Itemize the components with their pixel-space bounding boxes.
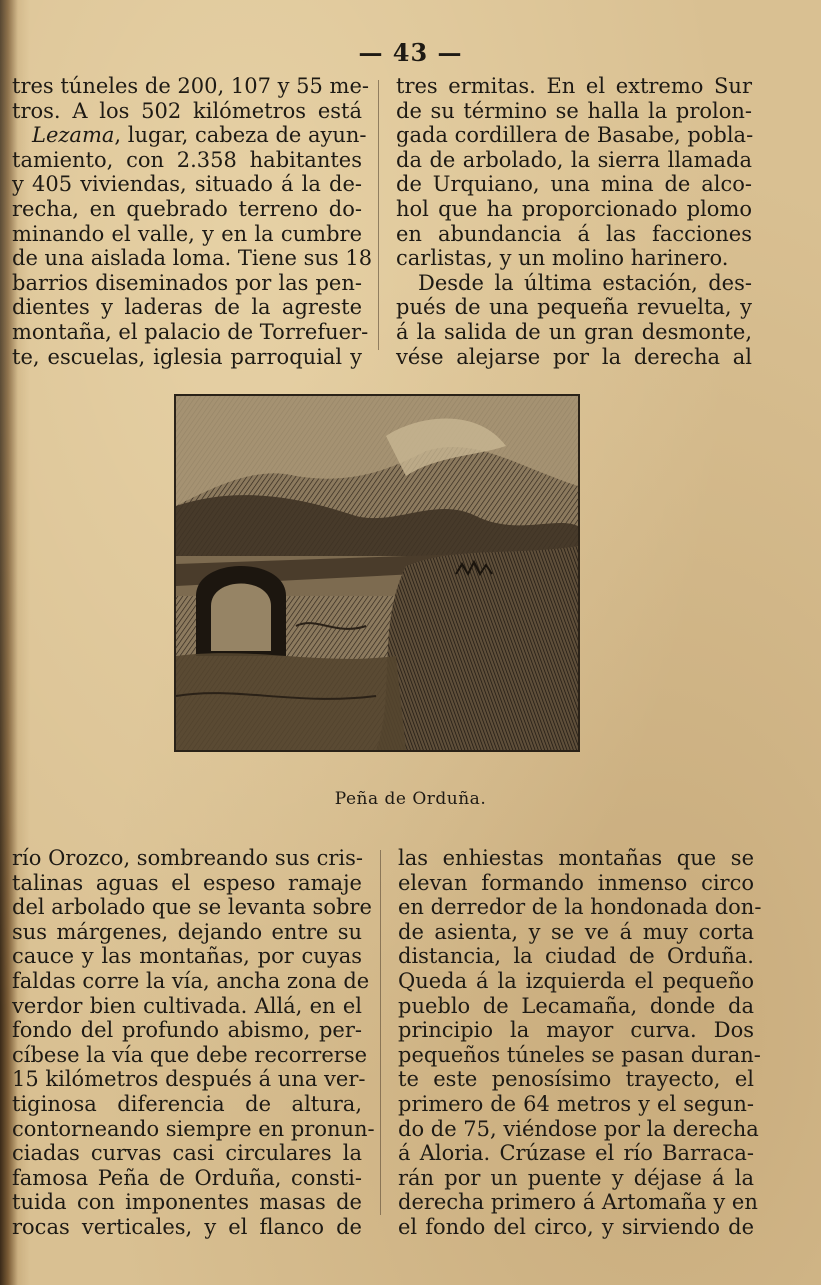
text-line: dientes y laderas de la agreste [12, 295, 362, 320]
page-number: — 43 — [358, 38, 463, 67]
text-line: tres túneles de 200, 107 y 55 me- [12, 74, 369, 98]
text-line: pueblo de Lecamaña, donde da [398, 993, 754, 1018]
text-line: Desde la última estación, des- [418, 270, 752, 295]
text-line: hol que ha proporcionado plomo [396, 196, 752, 221]
text-line: río Orozco, sombreando sus cris- [12, 846, 363, 870]
text-column-bottom-right [398, 846, 762, 1240]
text-line: y 405 viviendas, situado á la de- [12, 172, 362, 197]
text-line: minando el valle, y en la cumbre [12, 221, 362, 246]
text-line: las enhiestas montañas que se [398, 846, 754, 870]
text-line: pequeños túneles se pasan duran- [398, 1042, 761, 1067]
text-line: montaña, el palacio de Torrefuer- [12, 319, 369, 344]
text-line: tiginosa diferencia de altura, [12, 1091, 362, 1116]
text-line: principio la mayor curva. Dos [398, 1018, 754, 1043]
text-line: en derredor de la hondonada don- [398, 895, 762, 920]
text-line: ciadas curvas casi circulares la [12, 1141, 362, 1166]
text-line: derecha primero á Artomaña y en [398, 1190, 758, 1215]
text-column-top-right [396, 74, 752, 369]
text-line: te, escuelas, iglesia parroquial y [12, 344, 362, 369]
text-line: te este penosísimo trayecto, el [398, 1067, 754, 1092]
text-line: da de arbolado, la sierra llamada [396, 147, 752, 172]
text-line: rocas verticales, y el flanco de [12, 1214, 362, 1239]
text-line: á Aloria. Crúzase el río Barraca- [398, 1141, 754, 1166]
text-line: del arbolado que se levanta sobre [12, 895, 372, 920]
text-line: Queda á la izquierda el pequeño [398, 968, 754, 993]
column-divider [378, 80, 379, 350]
text-line: 15 kilómetros después á una ver- [12, 1067, 366, 1092]
text-line: á la salida de un gran desmonte, [396, 319, 752, 344]
text-line: el fondo del circo, y sirviendo de [398, 1214, 754, 1239]
text-line: verdor bien cultivada. Allá, en el [12, 993, 362, 1018]
text-line: famosa Peña de Orduña, consti- [12, 1165, 362, 1190]
text-line: primero de 64 metros y el segun- [398, 1091, 754, 1116]
text-line: de su término se halla la prolon- [396, 98, 752, 123]
text-line: distancia, la ciudad de Orduña. [398, 944, 754, 969]
text-line: contorneando siempre en pronun- [12, 1116, 375, 1141]
engraving-pena-de-orduna [174, 394, 580, 752]
text-line: gada cordillera de Basabe, pobla- [396, 123, 754, 148]
text-line: barrios diseminados por las pen- [12, 270, 362, 295]
text-line: Lezama, lugar, cabeza de ayun- [32, 123, 367, 148]
text-line: elevan formando inmenso circo [398, 870, 754, 895]
text-line: cíbese la vía que debe recorrerse [12, 1042, 368, 1067]
text-line: tuida con imponentes masas de [12, 1190, 362, 1215]
text-line: fondo del profundo abismo, per- [12, 1018, 362, 1043]
text-line: do de 75, viéndose por la derecha [398, 1116, 759, 1141]
column-divider [380, 850, 381, 1215]
text-line: tamiento, con 2.358 habitantes [12, 147, 362, 172]
text-line: rán por un puente y déjase á la [398, 1165, 754, 1190]
text-line: en abundancia á las facciones [396, 221, 752, 246]
text-line: vése alejarse por la derecha al [396, 344, 752, 369]
text-line: pués de una pequeña revuelta, y [396, 295, 752, 320]
engraving-caption: Peña de Orduña. [334, 789, 487, 809]
text-line: tres ermitas. En el extremo Sur [396, 74, 752, 98]
text-line: carlistas, y un molino harinero. [396, 246, 729, 271]
text-line: talinas aguas el espeso ramaje [12, 870, 362, 895]
text-line: recha, en quebrado terreno do- [12, 196, 362, 221]
text-line: de asienta, y se ve á muy corta [398, 919, 754, 944]
text-column-bottom-left [12, 846, 375, 1240]
text-line: faldas corre la vía, ancha zona de [12, 968, 370, 993]
text-line: sus márgenes, dejando entre su [12, 919, 362, 944]
text-column-top-left [12, 74, 373, 369]
text-line: cauce y las montañas, por cuyas [12, 944, 362, 969]
text-line: de Urquiano, una mina de alco- [396, 172, 752, 197]
text-line: de una aislada loma. Tiene sus 18 [12, 246, 373, 271]
text-line: tros. A los 502 kilómetros está [12, 98, 362, 123]
